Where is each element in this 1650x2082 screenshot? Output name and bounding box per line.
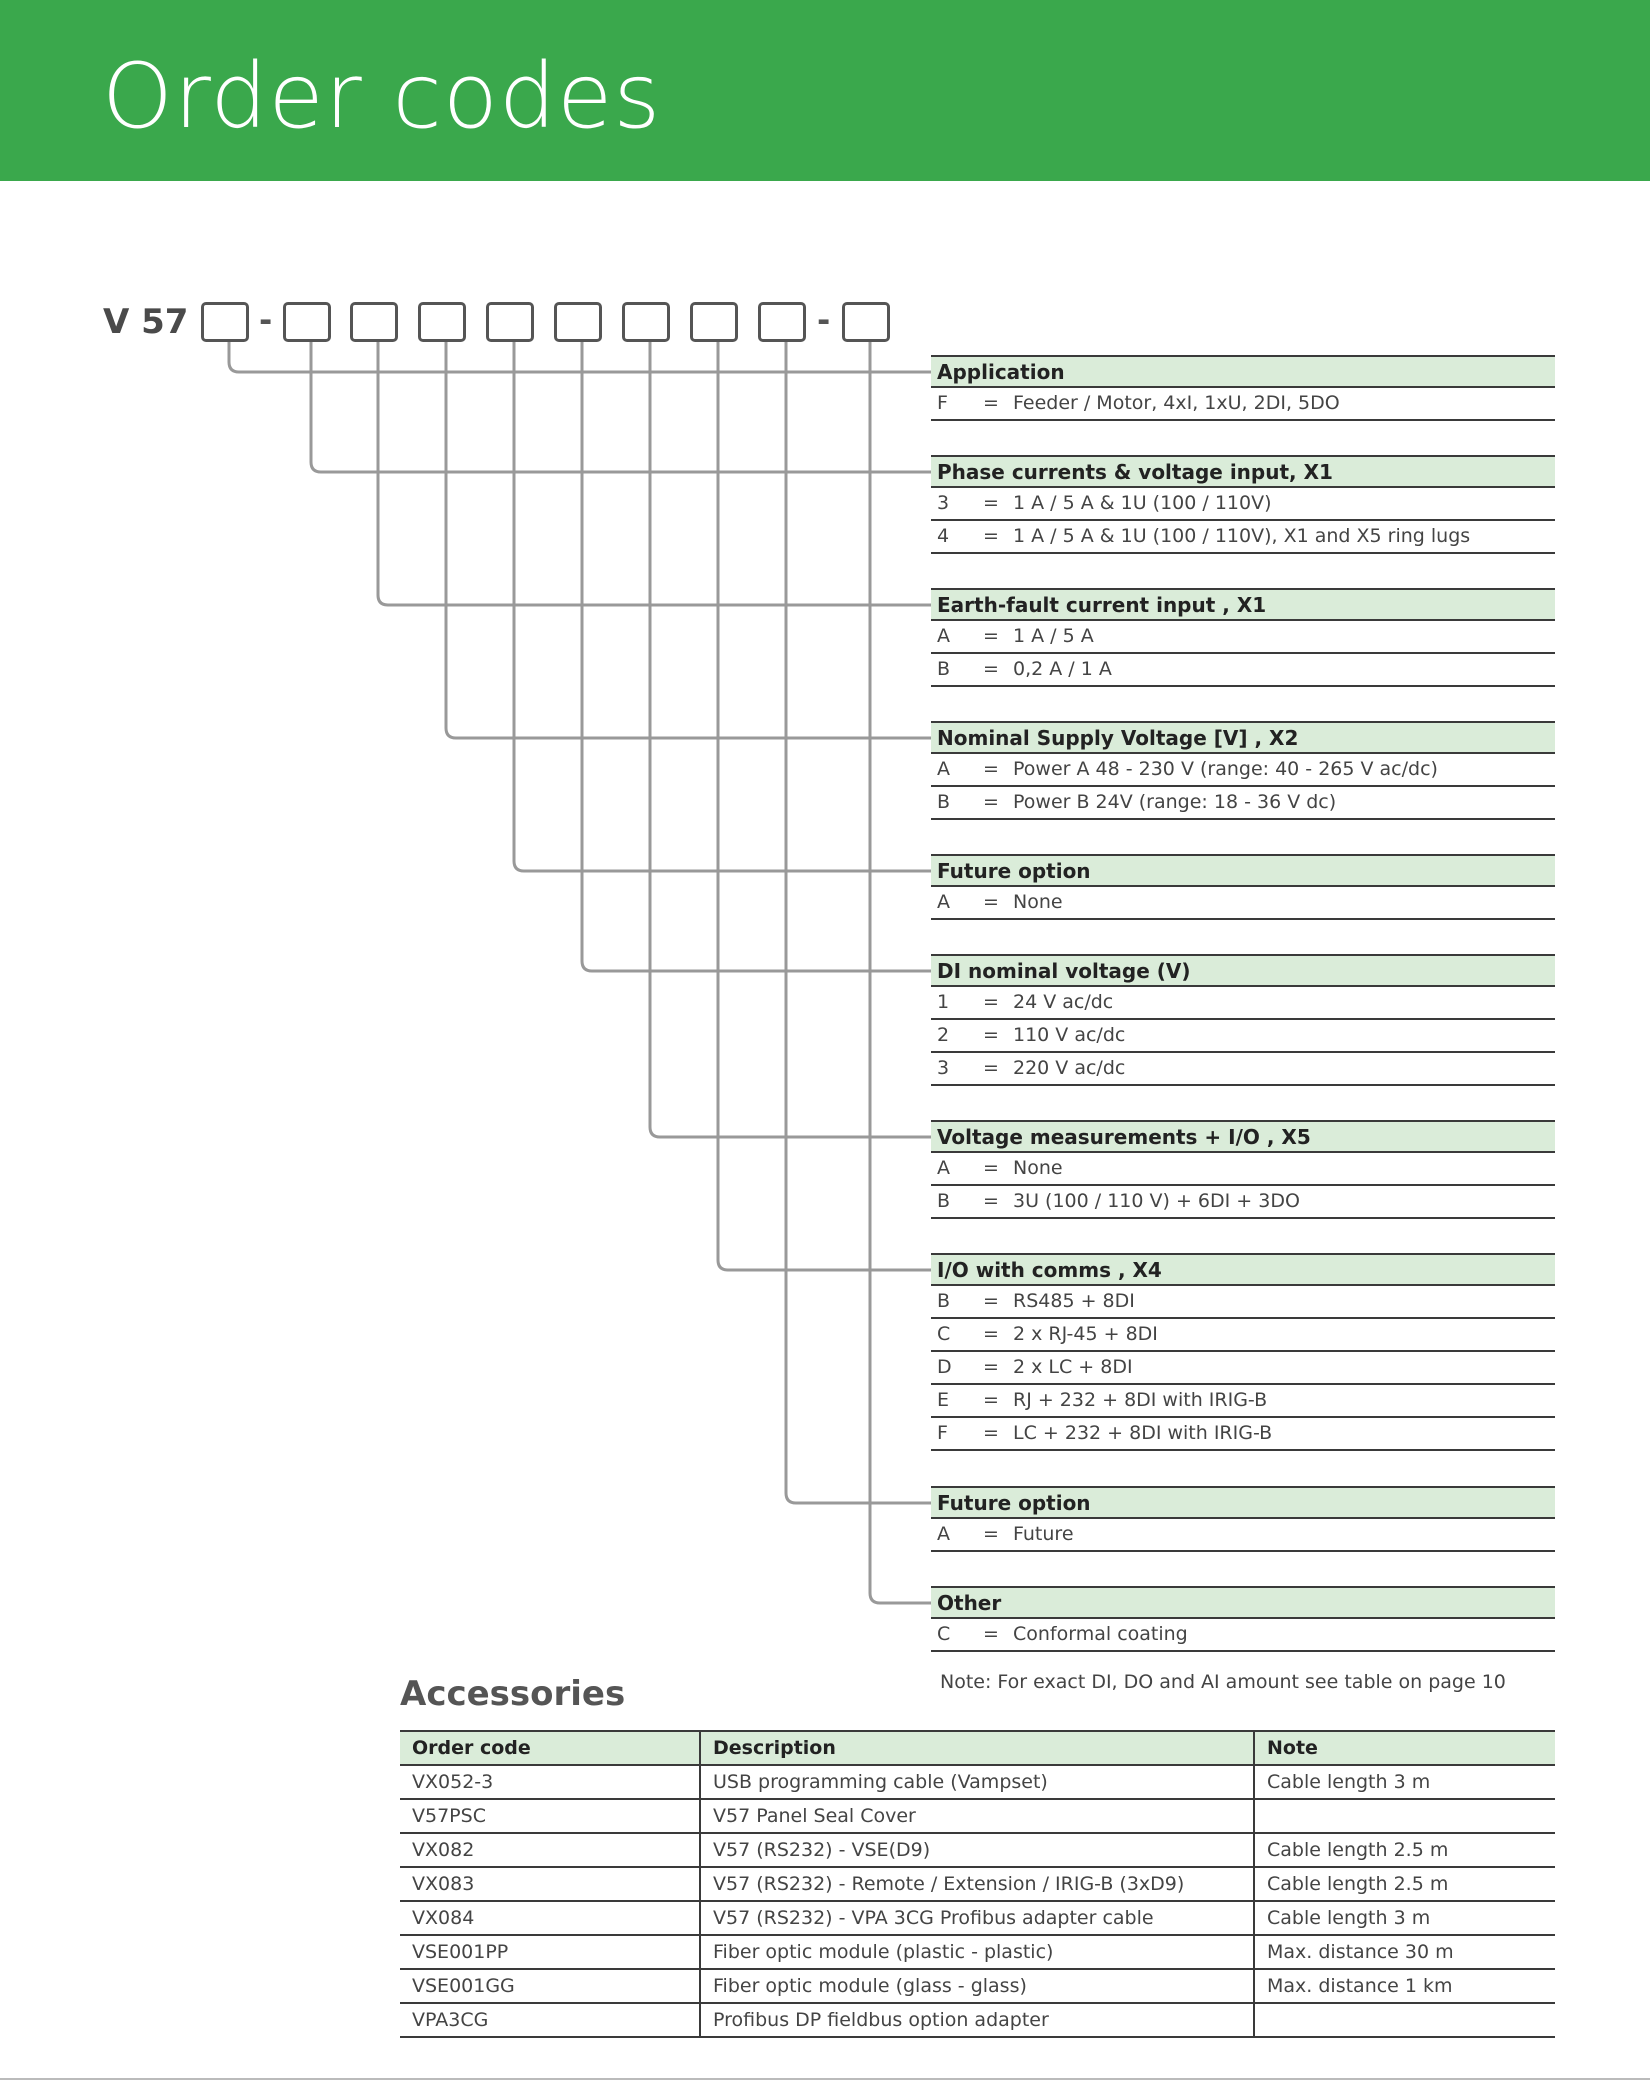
order-code-cell: VSE001GG [400, 1969, 700, 2003]
option-row [931, 1020, 1555, 1053]
connector-line [311, 342, 931, 472]
option-code: F [937, 1422, 948, 1444]
description-cell: USB programming cable (Vampset) [700, 1765, 1254, 1799]
table-row [400, 1765, 1555, 1799]
option-desc: Conformal coating [1013, 1623, 1188, 1645]
option-eq: = [983, 1190, 999, 1212]
option-desc: 0,2 A / 1 A [1013, 658, 1112, 680]
option-code: 3 [937, 1057, 950, 1079]
option-eq: = [983, 1523, 999, 1545]
option-row [931, 1053, 1555, 1086]
option-desc: None [1013, 1157, 1063, 1179]
option-eq: = [983, 1389, 999, 1411]
option-desc: Power A 48 - 230 V (range: 40 - 265 V ac/dc) [1013, 758, 1438, 780]
connector-line [582, 342, 931, 971]
order-code-dash: - [817, 301, 831, 339]
option-desc: 2 x RJ-45 + 8DI [1013, 1323, 1158, 1345]
option-eq: = [983, 1422, 999, 1444]
description-cell: Profibus DP fieldbus option adapter [700, 2003, 1254, 2037]
option-code: B [937, 1190, 951, 1212]
description-cell: Fiber optic module (plastic - plastic) [700, 1935, 1254, 1969]
option-eq: = [983, 758, 999, 780]
option-row [931, 1385, 1555, 1418]
option-row [931, 1319, 1555, 1352]
option-row [931, 1619, 1555, 1652]
option-desc: 220 V ac/dc [1013, 1057, 1126, 1079]
option-eq: = [983, 658, 999, 680]
table-row [400, 2003, 1555, 2037]
column-order-code: Order code [400, 1731, 700, 1765]
option-code: 3 [937, 492, 950, 514]
accessories-table [400, 1730, 1555, 2038]
description-cell: V57 (RS232) - VPA 3CG Profibus adapter cable [700, 1901, 1254, 1935]
accessories-header-row [400, 1731, 1555, 1765]
option-code: 2 [937, 1024, 950, 1046]
option-row [931, 1286, 1555, 1319]
table-row [400, 1867, 1555, 1901]
option-eq: = [983, 625, 999, 647]
option-code: F [937, 392, 948, 414]
option-desc: 24 V ac/dc [1013, 991, 1114, 1013]
option-code: B [937, 791, 951, 813]
section-title: Future option [931, 1486, 1555, 1519]
table-row [400, 1901, 1555, 1935]
option-desc: Power B 24V (range: 18 - 36 V dc) [1013, 791, 1337, 813]
note-cell: Max. distance 1 km [1254, 1969, 1555, 2003]
table-row [400, 1969, 1555, 2003]
option-eq: = [983, 1356, 999, 1378]
option-row [931, 488, 1555, 521]
table-row [400, 1935, 1555, 1969]
section [931, 1486, 1555, 1552]
option-code: C [937, 1323, 951, 1345]
section-title: Phase currents & voltage input, X1 [931, 455, 1555, 488]
option-eq: = [983, 1024, 999, 1046]
option-code: A [937, 1157, 950, 1179]
note-cell: Max. distance 30 m [1254, 1935, 1555, 1969]
page-title: Order codes [102, 44, 662, 149]
connector-line [718, 342, 931, 1270]
column-note: Note [1254, 1731, 1555, 1765]
section [931, 588, 1555, 687]
note-cell: Cable length 2.5 m [1254, 1867, 1555, 1901]
note-cell: Cable length 3 m [1254, 1765, 1555, 1799]
section [931, 854, 1555, 920]
option-row [931, 521, 1555, 554]
option-code: E [937, 1389, 950, 1411]
option-code: B [937, 658, 951, 680]
option-code: A [937, 758, 950, 780]
order-code-cell: V57PSC [400, 1799, 700, 1833]
option-row [931, 388, 1555, 421]
bottom-rule [0, 2078, 1650, 2080]
option-code: A [937, 1523, 950, 1545]
order-code-cell: VSE001PP [400, 1935, 700, 1969]
section [931, 1586, 1555, 1652]
option-code: A [937, 625, 950, 647]
option-code: 1 [937, 991, 950, 1013]
connector-line [786, 342, 931, 1503]
section [931, 455, 1555, 554]
table-row [400, 1833, 1555, 1867]
option-code: 4 [937, 525, 950, 547]
section-title: Voltage measurements + I/O , X5 [931, 1120, 1555, 1153]
description-cell: V57 Panel Seal Cover [700, 1799, 1254, 1833]
section-title: DI nominal voltage (V) [931, 954, 1555, 987]
option-desc: RS485 + 8DI [1013, 1290, 1135, 1312]
section-title: Application [931, 355, 1555, 388]
section-title: I/O with comms , X4 [931, 1253, 1555, 1286]
section [931, 1253, 1555, 1451]
option-row [931, 621, 1555, 654]
option-row [931, 1519, 1555, 1552]
description-cell: Fiber optic module (glass - glass) [700, 1969, 1254, 2003]
order-code-cell: VX083 [400, 1867, 700, 1901]
option-code: D [937, 1356, 952, 1378]
section-title: Future option [931, 854, 1555, 887]
section-title: Other [931, 1586, 1555, 1619]
order-code-note: Note: For exact DI, DO and AI amount see table on page 10 [940, 1671, 1506, 1693]
note-cell [1254, 1799, 1555, 1833]
option-desc: None [1013, 891, 1063, 913]
accessories-title: Accessories [400, 1674, 626, 1714]
note-cell: Cable length 3 m [1254, 1901, 1555, 1935]
option-eq: = [983, 525, 999, 547]
connector-line [229, 342, 931, 372]
connector-line [446, 342, 931, 738]
note-cell [1254, 2003, 1555, 2037]
option-desc: LC + 232 + 8DI with IRIG-B [1013, 1422, 1273, 1444]
option-desc: 2 x LC + 8DI [1013, 1356, 1133, 1378]
option-row [931, 1352, 1555, 1385]
section [931, 954, 1555, 1086]
option-eq: = [983, 1290, 999, 1312]
description-cell: V57 (RS232) - Remote / Extension / IRIG-B (3xD9) [700, 1867, 1254, 1901]
option-desc: Feeder / Motor, 4xI, 1xU, 2DI, 5DO [1013, 392, 1340, 414]
section-title: Nominal Supply Voltage [V] , X2 [931, 721, 1555, 754]
option-eq: = [983, 1157, 999, 1179]
note-cell: Cable length 2.5 m [1254, 1833, 1555, 1867]
option-code: C [937, 1623, 951, 1645]
section-title: Earth-fault current input , X1 [931, 588, 1555, 621]
description-cell: V57 (RS232) - VSE(D9) [700, 1833, 1254, 1867]
option-row [931, 1418, 1555, 1451]
option-row [931, 1186, 1555, 1219]
option-row [931, 754, 1555, 787]
option-desc: 3U (100 / 110 V) + 6DI + 3DO [1013, 1190, 1300, 1212]
option-desc: 110 V ac/dc [1013, 1024, 1126, 1046]
order-code-dash: - [259, 301, 273, 339]
column-description: Description [700, 1731, 1254, 1765]
section [931, 721, 1555, 820]
option-desc: 1 A / 5 A & 1U (100 / 110V), X1 and X5 ring lugs [1013, 525, 1471, 547]
order-code-cell: VX082 [400, 1833, 700, 1867]
option-code: B [937, 1290, 951, 1312]
option-desc: Future [1013, 1523, 1074, 1545]
order-code-prefix: V 57 [103, 302, 189, 342]
option-eq: = [983, 991, 999, 1013]
option-eq: = [983, 1323, 999, 1345]
option-eq: = [983, 492, 999, 514]
order-code-cell: VPA3CG [400, 2003, 700, 2037]
option-eq: = [983, 392, 999, 414]
option-row [931, 654, 1555, 687]
section [931, 1120, 1555, 1219]
order-code-cell: VX052-3 [400, 1765, 700, 1799]
table-row [400, 1799, 1555, 1833]
option-row [931, 1153, 1555, 1186]
option-row [931, 787, 1555, 820]
option-desc: 1 A / 5 A [1013, 625, 1094, 647]
option-code: A [937, 891, 950, 913]
option-row [931, 887, 1555, 920]
option-desc: 1 A / 5 A & 1U (100 / 110V) [1013, 492, 1272, 514]
option-desc: RJ + 232 + 8DI with IRIG-B [1013, 1389, 1268, 1411]
section [931, 355, 1555, 421]
option-eq: = [983, 791, 999, 813]
option-eq: = [983, 891, 999, 913]
order-code-cell: VX084 [400, 1901, 700, 1935]
option-eq: = [983, 1057, 999, 1079]
option-row [931, 987, 1555, 1020]
option-eq: = [983, 1623, 999, 1645]
